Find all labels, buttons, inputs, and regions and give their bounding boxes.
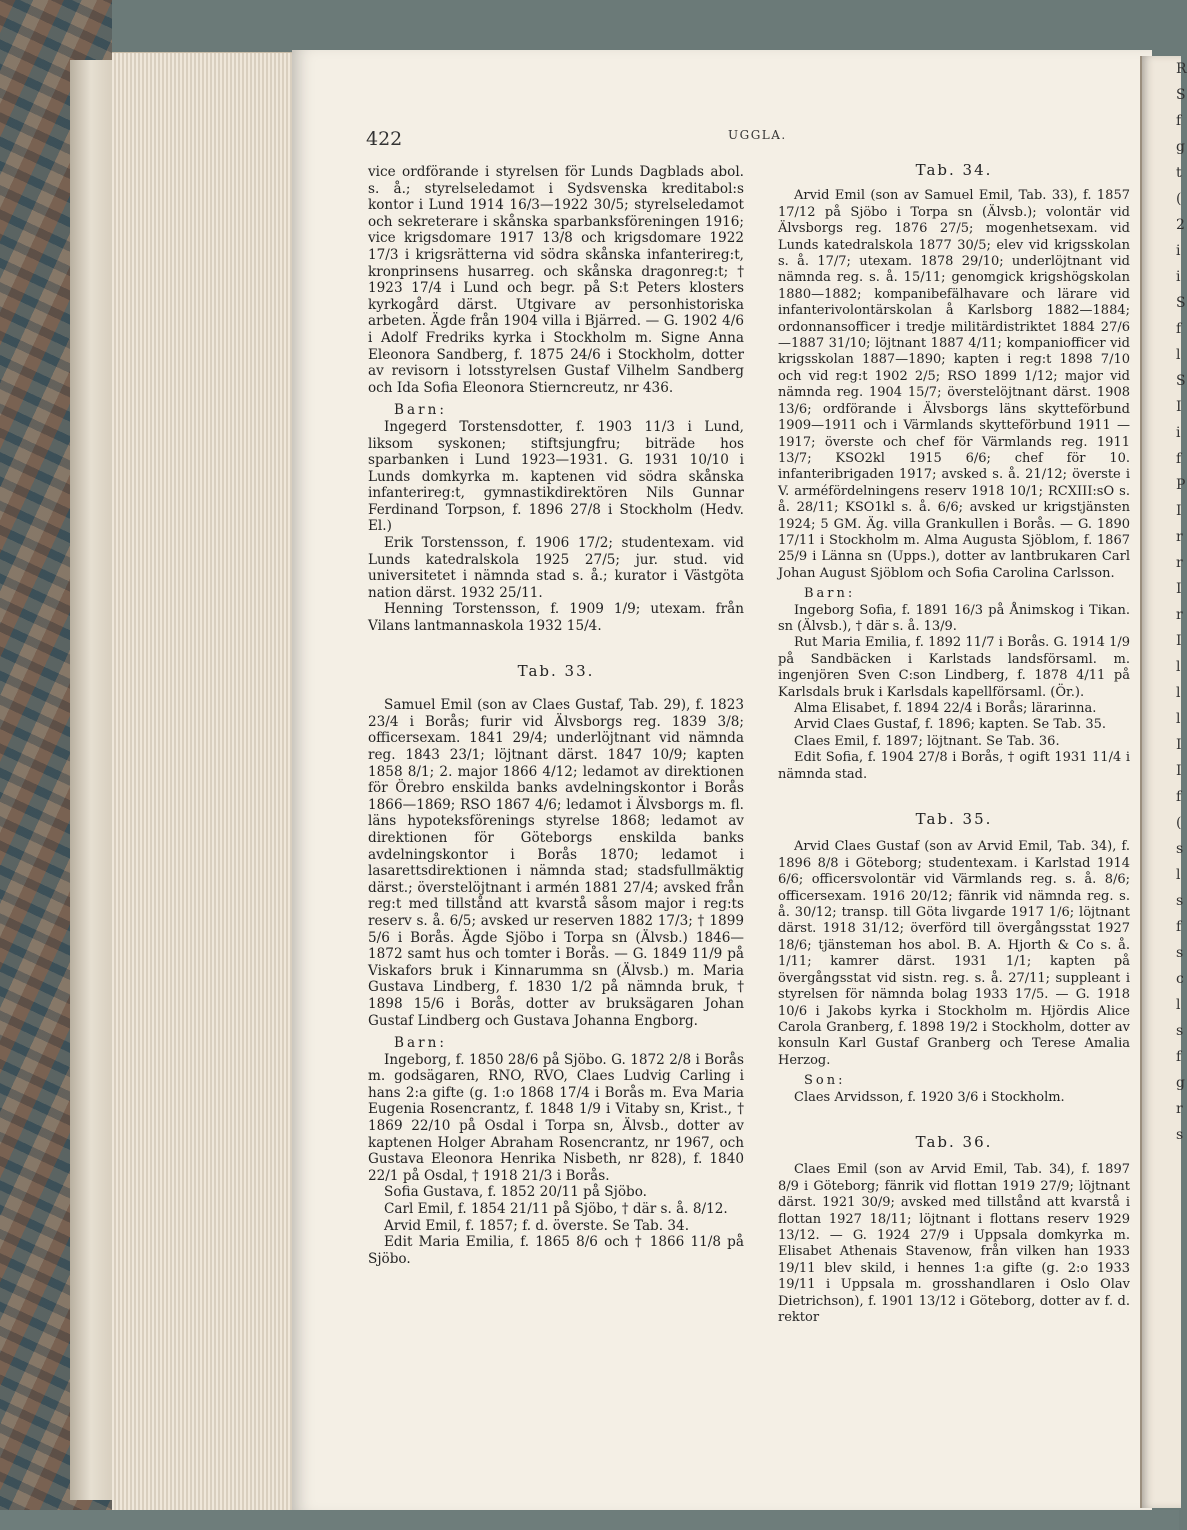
child-entry: Edit Sofia, f. 1904 27/8 i Borås, † ogift 1931 11/4 i nämnda stad. (778, 750, 1130, 782)
children-heading: Barn: (394, 1035, 447, 1052)
right-page-fragment: t (1176, 165, 1182, 181)
right-page-fragment: l (1176, 659, 1181, 675)
background (0, 1510, 1179, 1530)
right-page-fragment: R (1176, 61, 1187, 77)
right-page-fragment: ( (1176, 191, 1182, 207)
right-page-fragment: l (1176, 347, 1181, 363)
right-page-fragment: r (1176, 1101, 1183, 1117)
right-page-fragment: f (1176, 321, 1182, 337)
right-page-fragment: r (1176, 555, 1183, 571)
children-heading: Barn: (804, 586, 856, 602)
right-page-fragment: I (1176, 399, 1182, 415)
right-page-fragment: S (1176, 373, 1186, 389)
children-heading: Son: (804, 1073, 846, 1089)
child-entry: Arvid Claes Gustaf, f. 1896; kapten. Se Tab. 35. (794, 717, 1107, 733)
child-entry: Ingeborg Sofia, f. 1891 16/3 på Ånimskog i Tikan. sn (Älvsb.), † där s. å. 13/9. (778, 602, 1130, 634)
right-page-fragment: s (1176, 893, 1184, 909)
right-page-fragment: i (1176, 425, 1181, 441)
right-page-fragment: i (1176, 243, 1181, 259)
right-page-fragment: i (1176, 269, 1181, 285)
child-entry: Alma Elisabet, f. 1894 22/4 i Borås; lärarinna. (794, 701, 1097, 716)
child-entry: Erik Torstensson, f. 1906 17/2; studentexam. vid Lunds katedralskola 1925 27/5; jur. stud. vid universitetet i nämnda stad s. å.; kurator i Västgöta nation därst. 1932 25/11. (368, 535, 744, 601)
page-number: 422 (366, 128, 403, 150)
cover-edge (70, 60, 112, 1500)
right-page-fragment: l (1176, 711, 1181, 727)
right-page-fragment: s (1176, 945, 1184, 961)
children-heading: Barn: (394, 402, 447, 419)
right-page-fragment: f (1176, 451, 1182, 467)
right-page-fragment: S (1176, 87, 1186, 103)
right-page-fragment: l (1176, 867, 1181, 883)
right-page-fragment: r (1176, 607, 1183, 623)
right-page-fragment: s (1176, 1023, 1184, 1039)
paragraph: vice ordförande i styrelsen för Lunds Dagblads abol. s. å.; styrelseledamot i Sydsvenska kreditabol:s kontor i Lund 1914 16/3—1922 30/5; styrelseledamot och sekreterare i skånska sparbanksföreningen 1916; vice krigsdomare 1917 13/8 och krigsdomare 1922 17/3 i krigsrätterna vid södra skånska infanterireg:t, kronprinsens husarreg. och skånska dragonreg:t; † 1923 17/4 i Lund och begr. på S:t Peters klosters kyrkogård därst. Utgivare av personhistoriska arbeten. Ägde från 1904 villa i Bjärred. — G. 1902 4/6 i Adolf Fredriks kyrka i Stockholm m. Signe Anna Eleonora Sandberg, f. 1875 24/6 i Stockholm, dotter av revisorn i lotsstyrelsen Gustaf Vilhelm Sandberg och Ida Sofia Eleonora Stierncreutz, nr 436. (368, 164, 744, 396)
child-entry: Ingegerd Torstensdotter, f. 1903 11/3 i Lund, liksom syskonen; stiftsjungfru; biträde hos sparbanken i Lund 1923—1931. G. 1931 10/10 i Lunds domkyrka m. kaptenen vid södra skånska infanterireg:t, gymnastikdirektören Nils Gunnar Ferdinand Torpson, f. 1896 27/8 i Stockholm (Hedv. El.) (368, 418, 744, 535)
table-heading: Tab. 35. (915, 810, 993, 829)
right-page-fragment: I (1176, 763, 1182, 779)
right-page-fragment: f (1176, 919, 1182, 935)
table-heading: Tab. 36. (915, 1132, 993, 1151)
paragraph: Arvid Claes Gustaf (son av Arvid Emil, Tab. 34), f. 1896 8/8 i Göteborg; studentexam. i Karlstad 1914 6/6; officersvolontär vid Värmlands reg. s. å. 8/6; officersexam. 1916 20/12; fänrik vid nämnda reg. s. å. 30/12; transp. till Göta livgarde 1917 1/6; löjtnant därst. 1918 31/12; överförd till övergångsstat 1927 18/6; tjänsteman hos abol. B. A. Hjorth & Co s. å. 1/11; kamrer därst. 1931 1/1; kapten på övergångsstat vid sistn. reg. s. å. 27/11; suppleant i styrelsen för nämnda bolag 1933 17/5. — G. 1918 10/6 i Jakobs kyrka i Stockholm m. Hjördis Alice Carola Granberg, f. 1898 19/2 i Stockholm, dotter av konsuln Karl Gustaf Granberg och Terese Amalia Herzog. (778, 839, 1130, 1068)
child-entry: Sofia Gustava, f. 1852 20/11 på Sjöbo. (384, 1184, 647, 1201)
right-page-fragment: S (1176, 295, 1186, 311)
right-page-fragment: s (1176, 841, 1184, 857)
table-heading: Tab. 34. (915, 161, 993, 179)
right-page-fragment: g (1176, 1075, 1185, 1091)
right-page-fragment: c (1176, 971, 1184, 987)
right-page-fragment: I (1176, 633, 1182, 649)
table-heading: Tab. 33. (517, 661, 595, 680)
left-column (368, 164, 744, 1267)
right-page-fragment: f (1176, 789, 1182, 805)
running-head: UGGLA. (728, 128, 787, 142)
right-column (778, 162, 1130, 1326)
child-entry: Claes Emil, f. 1897; löjtnant. Se Tab. 36. (794, 733, 1060, 749)
child-entry: Ingeborg, f. 1850 28/6 på Sjöbo. G. 1872 2/8 i Borås m. godsägaren, RNO, RVO, Claes Ludvig Carling i hans 2:a gifte (g. 1:o 1868 17/4 i Borås m. Eva Maria Eugenia Rosencrantz, f. 1848 1/9 i Vitaby sn, Krist., † 1869 22/10 på Osdal i Torpa sn, Älvsb., dotter av kaptenen Holger Abraham Rosencrantz, nr 1967, och Gustava Eleonora Henrika Nisbeth, nr 828), f. 1840 22/1 på Osdal, † 1918 21/3 i Borås. (368, 1051, 744, 1184)
right-page-fragment: l (1176, 685, 1181, 701)
right-page-fragment: I (1176, 737, 1182, 753)
right-page-fragment: 2 (1176, 217, 1185, 233)
child-entry: Henning Torstensson, f. 1909 1/9; utexam. från Vilans lantmannaskola 1932 15/4. (368, 601, 744, 635)
child-entry: Arvid Emil, f. 1857; f. d. överste. Se Tab. 34. (384, 1217, 690, 1234)
right-page-fragment: ( (1176, 815, 1182, 831)
page-stack (112, 52, 292, 1511)
child-entry: Claes Arvidsson, f. 1920 3/6 i Stockholm. (794, 1089, 1065, 1105)
right-page-fragment: I (1176, 581, 1182, 597)
right-page-fragment: s (1176, 1127, 1184, 1143)
right-page-fragment: I (1176, 503, 1182, 519)
paragraph: Arvid Emil (son av Samuel Emil, Tab. 33), f. 1857 17/12 på Sjöbo i Torpa sn (Älvsb.); volontär vid Älvsborgs reg. 1876 27/5; mogenhetsexam. vid Lunds katedralskola 1877 30/5; elev vid krigsskolan s. å. 17/7; utexam. 1878 29/10; underlöjtnant vid nämnda reg. s. å. 15/11; genomgick krigshögskolan 1880—1882; kompanibefälhavare och lärare vid infanterivolontärskolan å Karlsborg 1882—1884; ordonnansofficer i tredje militärdistriktet 1884 27/6—1887 31/10; löjtnant 1887 4/11; kompaniofficer vid krigsskolan 1887—1890; kapten i reg:t 1898 7/10 och vid reg:t 1902 2/5; RSO 1899 1/12; major vid nämnda reg. 1904 15/7; överstelöjtnant därst. 1908 13/6; ordförande i Älvsborgs läns skytteförbund 1909—1911 och i Värmlands skytteförbund 1911 —1917; överste och chef för Värmlands reg. 1911 13/7; KSO2kl 1915 6/6; chef för 10. infanteribrigaden 1917; avsked s. å. 21/12; överste i V. arméfördelningens reserv 1918 10/1; RCXIII:sO s. å. 28/11; KSO1kl s. å. 6/6; avsked ur krigstjänsten 1924; 5 GM. Äg. villa Grankullen i Borås. — G. 1890 17/11 i Stockholm m. Alma Augusta Sjöblom, f. 1867 25/9 i Länna sn (Upps.), dotter av lantbrukaren Carl Johan August Sjöblom och Sofia Carolina Carlsson. (778, 188, 1130, 581)
right-page-fragment: g (1176, 139, 1185, 155)
child-entry: Carl Emil, f. 1854 21/11 på Sjöbo, † där s. å. 8/12. (384, 1201, 728, 1218)
right-page-fragment: r (1176, 529, 1183, 545)
child-entry: Edit Maria Emilia, f. 1865 8/6 och † 1866 11/8 på Sjöbo. (368, 1234, 744, 1267)
right-page-edge (1140, 56, 1187, 1508)
right-page-fragment: l (1176, 997, 1181, 1013)
child-entry: Rut Maria Emilia, f. 1892 11/7 i Borås. G. 1914 1/9 på Sandbäcken i Karlstads landsförsaml. m. ingenjören Sven C:son Lindberg, f. 1878 4/11 på Karlsdals bruk i Karlsdals kapellförsaml. (Ör.). (778, 635, 1130, 700)
right-page-fragment: P (1176, 477, 1186, 493)
paragraph: Samuel Emil (son av Claes Gustaf, Tab. 29), f. 1823 23/4 i Borås; furir vid Älvsborgs reg. 1839 3/8; officersexam. 1841 29/4; underlöjtnant vid nämnda reg. 1843 23/1; löjtnant därst. 1847 10/9; kapten 1858 8/1; 2. major 1866 4/12; ledamot av direktionen för Örebro enskilda banks avdelningskontor i Borås 1866—1869; RSO 1867 4/6; ledamot i Älvsborgs m. fl. läns hypoteksförenings styrelse 1868; ledamot av direktionen för Göteborgs enskilda banks avdelningskontor i Borås 1870; ledamot i lasarettsdirektionen i nämnda stad; stadsfullmäktig därst.; överstelöjtnant i armén 1881 27/4; avsked från reg:t med tillstånd att kvarstå såsom major i reg:ts reserv s. å. 6/5; avsked ur reserven 1882 17/3; † 1899 5/6 i Borås. Ägde Sjöbo i Torpa sn (Älvsb.) 1846—1872 samt hus och tomter i Borås. — G. 1849 11/9 på Viskafors bruk i Kinnarumma sn (Älvsb.) m. Maria Gustava Lindberg, f. 1830 1/2 på nämnda bruk, † 1898 15/6 i Borås, dotter av bruksägaren Johan Gustaf Lindberg och Gustava Johanna Engborg. (368, 697, 744, 1029)
right-page-fragment: f (1176, 1049, 1182, 1065)
right-page-fragment: f (1176, 113, 1182, 129)
paragraph: Claes Emil (son av Arvid Emil, Tab. 34), f. 1897 8/9 i Göteborg; fänrik vid flottan 1919 27/9; löjtnant därst. 1921 30/9; avsked med tillstånd att kvarstå i flottan 1927 18/11; löjtnant i flottans reserv 1929 13/12. — G. 1924 27/9 i Uppsala domkyrka m. Elisabet Athenais Stavenow, från vilken han 1933 19/11 blev skild, i hennes 1:a gifte (g. 2:o 1933 19/11 i Uppsala m. grosshandlaren i Oslo Olav Dietrichson), f. 1901 13/12 i Göteborg, dotter av f. d. rektor (778, 1162, 1130, 1325)
